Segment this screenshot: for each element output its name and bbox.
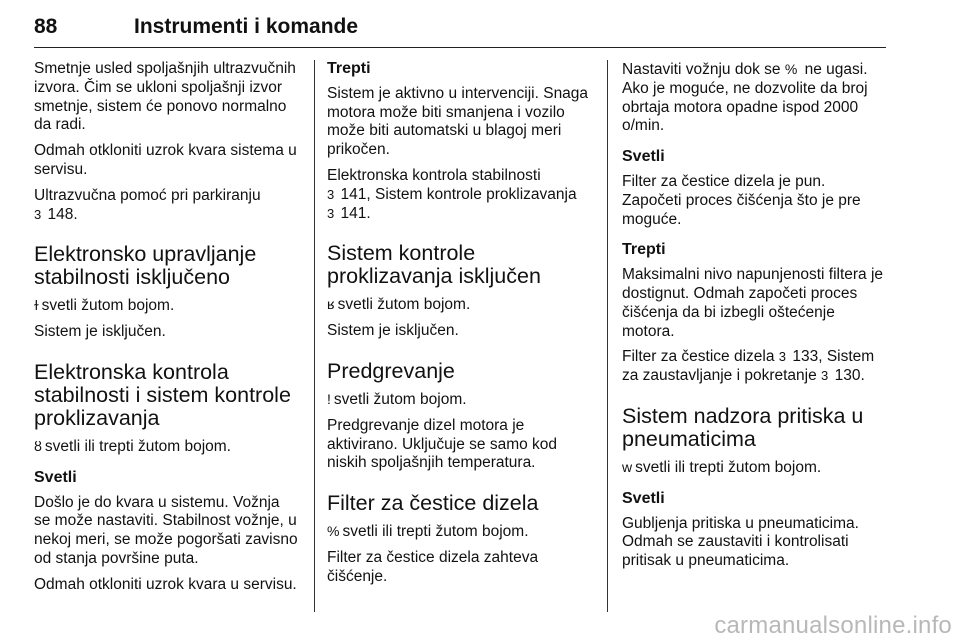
section-heading: Elektronska kontrola stabilnosti i sistem kontrole proklizavanja [34,359,291,430]
paragraph: Odmah otkloniti uzrok kvara sistema u servisu. [34,142,297,178]
subheading: Trepti [622,241,666,259]
tire-pressure-icon: w [622,458,633,475]
icon-description: svetli ili trepti žutom bojom. [342,523,529,541]
glow-plug-icon: ! [327,390,331,407]
arrow-icon: 3 [327,205,335,221]
watermark: carmanualsonline.info [714,612,952,639]
text-fragment: Nastaviti vožnju dok se [622,61,781,78]
paragraph: Smetnje usled spoljašnjih ultrazvučnih izvora. Čim se ukloni spoljašnji izvor smetnje, sistem će ponovo normalno da radi. [34,60,296,134]
paragraph: Filter za čestice dizela je pun. Započeti proces čišćenja što je pre moguće. [622,172,861,228]
ref-text: Elektronska kontrola stabilnosti [327,166,541,184]
esc-tc-icon: ȣ [34,437,42,454]
paragraph: Sistem je isključen. [327,322,459,340]
section-heading: Sistem nadzora pritiska u pneumaticima [622,403,864,451]
section-heading: Filter za čestice dizela [327,491,539,516]
page-number: 88 [34,15,58,38]
subheading: Svetli [34,468,77,486]
section-heading: Sistem kontrole proklizavanja isključen [327,241,541,289]
subheading: Svetli [622,489,665,507]
column-divider-1 [314,60,315,612]
paragraph: Filter za čestice dizela zahteva čišćenje. [327,548,539,585]
paragraph [34,296,298,316]
paragraph [34,437,298,457]
paragraph [327,295,591,315]
chapter-title: Instrumenti i komande [134,15,359,38]
arrow-icon: 3 [821,368,829,384]
arrow-icon: 3 [34,206,42,222]
paragraph: Sistem je aktivno u intervenciji. Snaga motora može biti smanjena i vozilo može biti automatski u blagoj meri prikočen. [327,84,589,159]
diesel-filter-icon: % [327,523,340,540]
page-ref-link[interactable]: 130. [834,367,865,385]
paragraph: Gubljenja pritiska u pneumaticima. Odmah se zaustaviti i kontrolisati pritisak u pneumaticima. [622,514,859,570]
icon-description: svetli žutom bojom. [337,296,471,314]
text-fragment: ne ugasi. Ako je moguće, ne dozvolite da broj obrtaja motora opadne ispod 2000 o/min. [622,61,868,135]
page-ref-link[interactable]: 141, Sistem kontrole proklizavanja [340,185,577,203]
paragraph: Odmah otkloniti uzrok kvara u servisu. [34,575,297,593]
page-header [34,0,886,46]
arrow-icon: 3 [778,349,787,365]
paragraph [622,348,886,386]
traction-off-icon: ʁ [327,296,335,313]
subheading: Trepti [327,60,371,77]
icon-description: svetli ili trepti žutom bojom. [635,458,822,476]
paragraph [622,458,886,478]
esc-off-icon: ɫ [34,297,39,314]
page-ref-link[interactable]: 133, Sistem za zaustavljanje i pokretanje [622,348,875,385]
column-1 [34,60,298,602]
paragraph: Maksimalni nivo napunjenosti filtera je dostignut. Odmah započeti proces čišćenja da bi izbegli oštećenje motora. [622,266,884,340]
arrow-icon: 3 [327,186,335,202]
section-heading: Elektronsko upravljanje stabilnosti isključeno [34,242,257,290]
paragraph: Predgrevanje dizel motora je aktivirano. Uključuje se samo kod niskih spoljašnjih temperatura. [327,416,558,472]
icon-description: svetli žutom bojom. [41,297,175,315]
icon-description: svetli ili trepti žutom bojom. [44,437,231,455]
page-ref-link[interactable]: 141. [340,204,371,222]
column-divider-2 [607,60,608,612]
paragraph [327,167,591,223]
ref-text: Ultrazvučna pomoć pri parkiranju [34,186,261,204]
column-2 [327,60,591,594]
section-heading: Predgrevanje [327,358,455,383]
paragraph [327,522,591,542]
paragraph [327,390,591,410]
column-3 [622,60,886,578]
subheading: Svetli [622,148,665,166]
diesel-filter-icon: % [784,61,798,77]
page-ref-link[interactable]: 148. [47,205,78,223]
header-rule [34,47,886,48]
paragraph: Sistem je isključen. [34,323,166,341]
ref-text: Filter za čestice dizela [622,348,775,366]
icon-description: svetli žutom bojom. [333,390,467,408]
paragraph [34,187,298,225]
paragraph [622,60,886,136]
paragraph: Došlo je do kvara u sistemu. Vožnja se može nastaviti. Stabilnost vožnje, u nekoj meri, se može pogoršati zavisno od stanja površine puta. [34,493,298,567]
